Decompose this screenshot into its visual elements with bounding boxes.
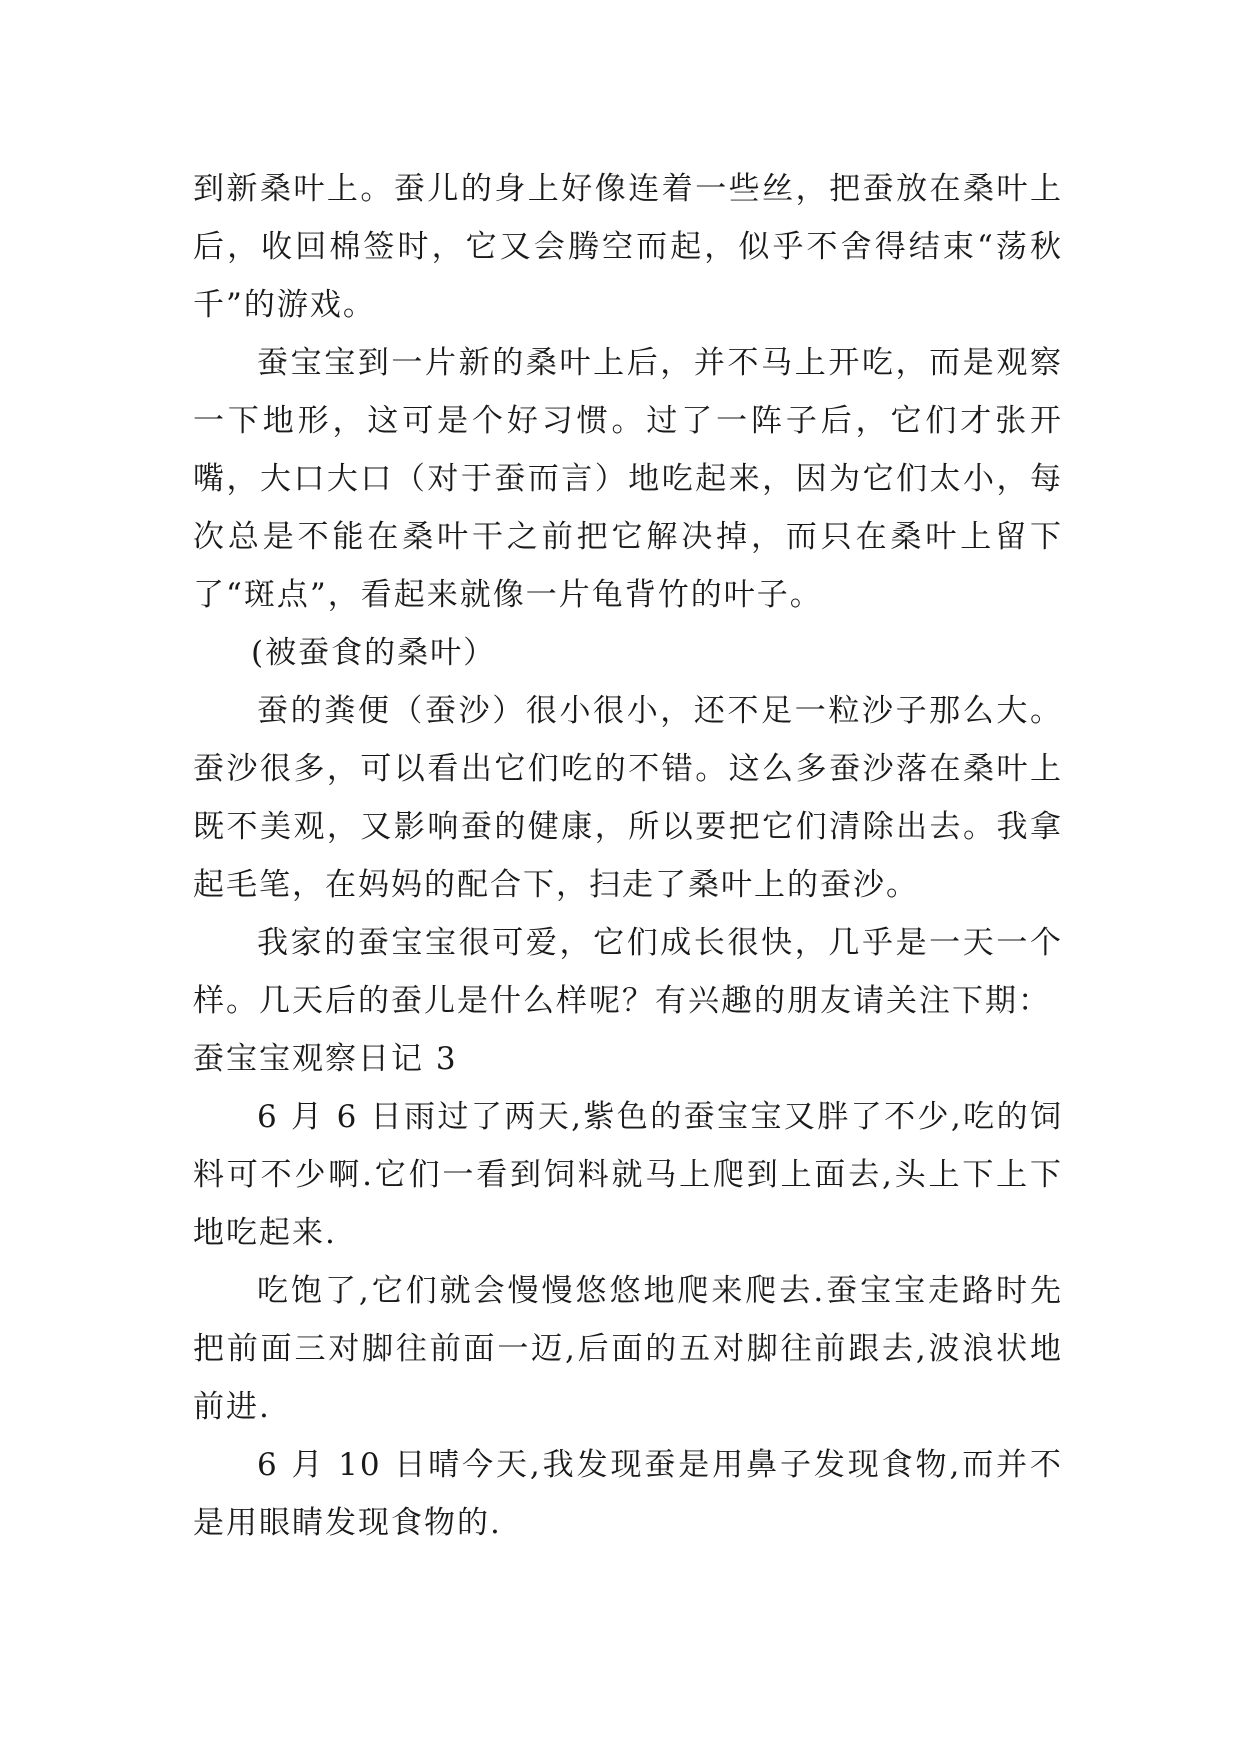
image-caption: (被蚕食的桑叶） bbox=[251, 635, 497, 671]
paragraph-june-6: 6 月 6 日雨过了两天,紫色的蚕宝宝又胖了不少,吃的饲料可不少啊.它们一看到饲料就马上爬到上面去,头上下上下地吃起来. bbox=[193, 1099, 1063, 1251]
paragraph-june-10: 6 月 10 日晴今天,我发现蚕是用鼻子发现食物,而并不是用眼睛发现食物的. bbox=[193, 1447, 1063, 1541]
paragraph-eating-observation: 蚕宝宝到一片新的桑叶上后，并不马上开吃，而是观察一下地形，这可是个好习惯。过了一阵子后，它们才张开嘴，大口大口（对于蚕而言）地吃起来，因为它们太小，每次总是不能在桑叶干之前把它解决掉，而只在桑叶上留下了“斑点”，看起来就像一片龟背竹的叶子。 bbox=[193, 345, 1063, 613]
document-body bbox=[193, 160, 1063, 1552]
paragraph-growth: 我家的蚕宝宝很可爱，它们成长很快，几乎是一天一个样。几天后的蚕儿是什么样呢？有兴趣的朋友请关注下期： bbox=[193, 925, 1063, 1019]
section-title: 蚕宝宝观察日记 3 bbox=[193, 1041, 458, 1077]
paragraph-continued: 到新桑叶上。蚕儿的身上好像连着一些丝，把蚕放在桑叶上后，收回棉签时，它又会腾空而起，似乎不舍得结束“荡秋千”的游戏。 bbox=[193, 171, 1063, 323]
paragraph-silkworm-droppings: 蚕的粪便（蚕沙）很小很小，还不足一粒沙子那么大。蚕沙很多，可以看出它们吃的不错。这么多蚕沙落在桑叶上既不美观，又影响蚕的健康，所以要把它们清除出去。我拿起毛笔，在妈妈的配合下，扫走了桑叶上的蚕沙。 bbox=[193, 693, 1063, 903]
paragraph-walking: 吃饱了,它们就会慢慢悠悠地爬来爬去.蚕宝宝走路时先把前面三对脚往前面一迈,后面的五对脚往前跟去,波浪状地前进. bbox=[193, 1273, 1063, 1425]
